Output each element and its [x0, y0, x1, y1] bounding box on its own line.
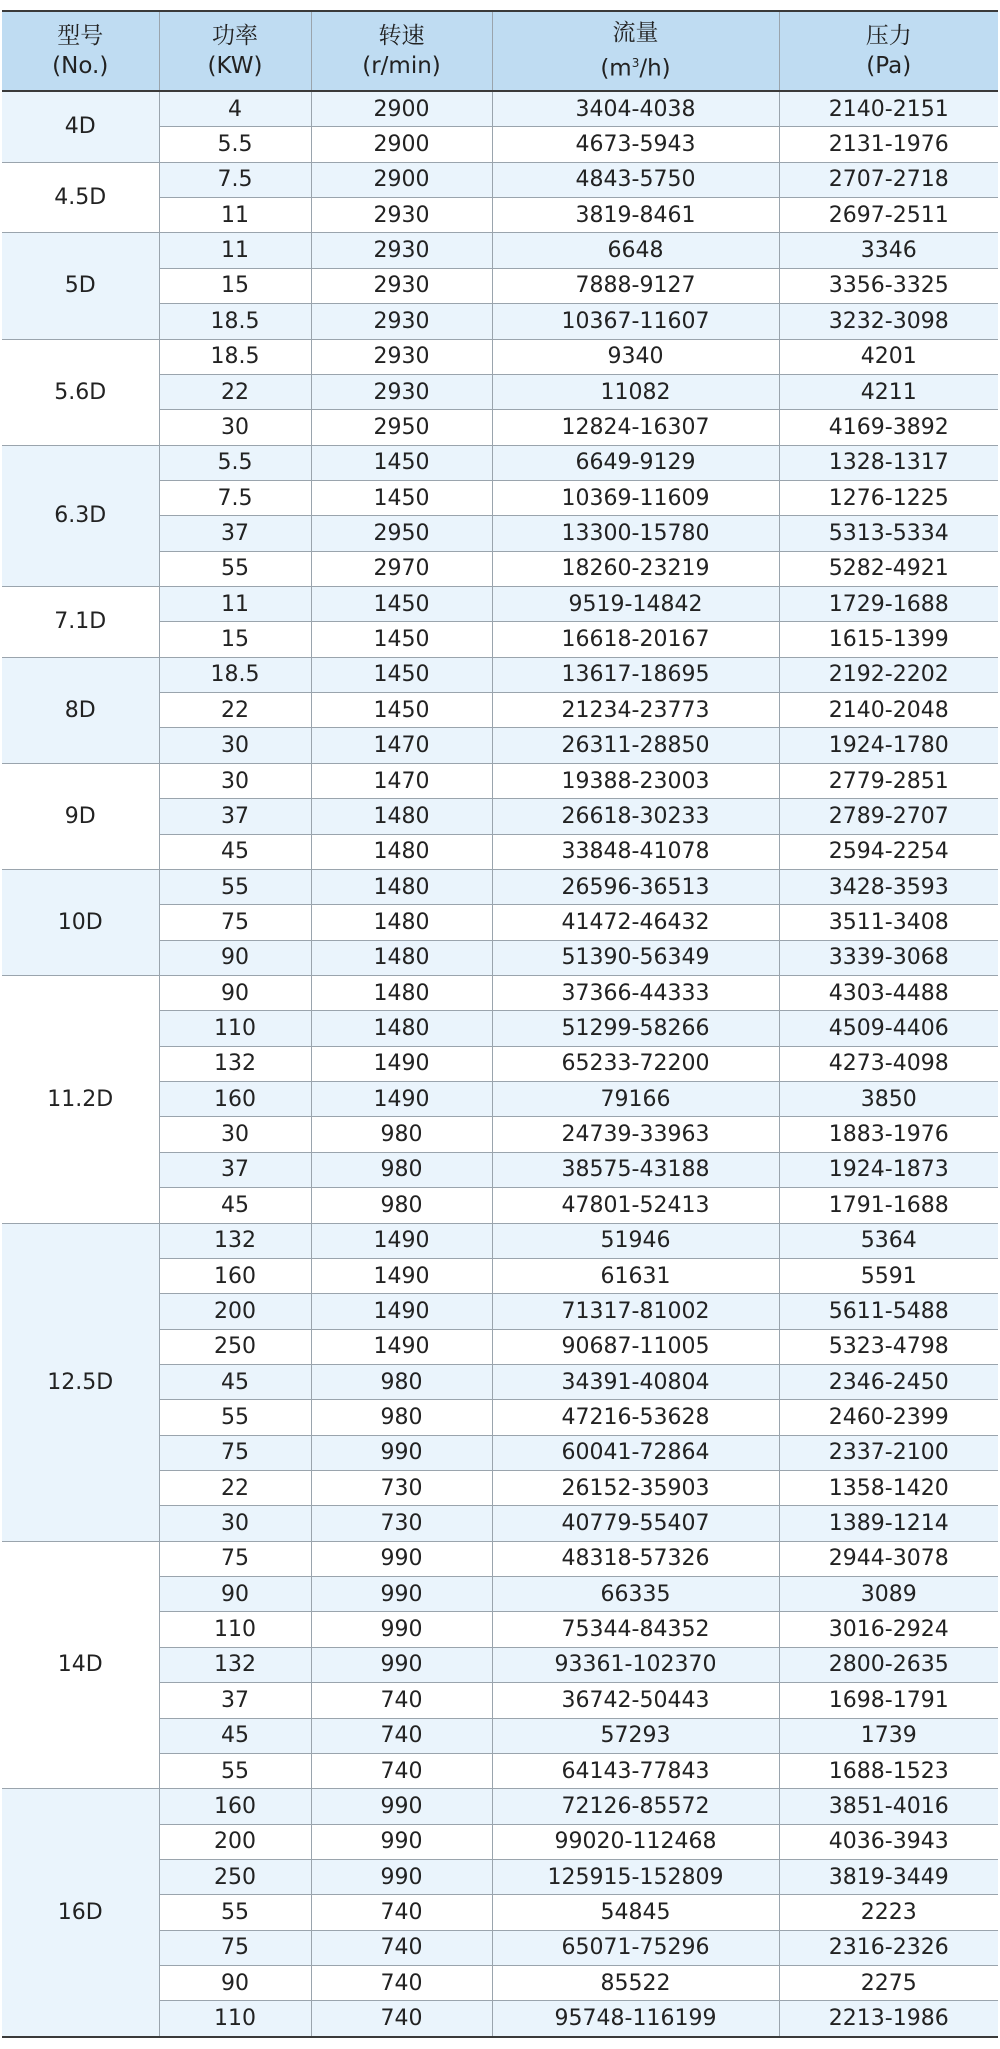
- pressure-cell: 2131-1976: [779, 127, 998, 162]
- pressure-cell: 2779-2851: [779, 763, 998, 798]
- speed-cell: 1450: [311, 445, 492, 480]
- speed-cell: 1490: [311, 1223, 492, 1258]
- pressure-cell: 1328-1317: [779, 445, 998, 480]
- flow-cell: 33848-41078: [492, 834, 779, 869]
- model-cell: 7.1D: [2, 587, 159, 658]
- pressure-cell: 2213-1986: [779, 2001, 998, 2037]
- flow-cell: 125915-152809: [492, 1859, 779, 1894]
- speed-cell: 2930: [311, 374, 492, 409]
- power-cell: 18.5: [159, 657, 311, 692]
- speed-cell: 2900: [311, 162, 492, 197]
- pressure-cell: 2316-2326: [779, 1930, 998, 1965]
- power-cell: 18.5: [159, 304, 311, 339]
- flow-cell: 36742-50443: [492, 1683, 779, 1718]
- power-cell: 37: [159, 799, 311, 834]
- speed-cell: 1480: [311, 869, 492, 904]
- power-cell: 75: [159, 1541, 311, 1576]
- speed-cell: 1480: [311, 975, 492, 1010]
- flow-cell: 60041-72864: [492, 1435, 779, 1470]
- power-cell: 22: [159, 1471, 311, 1506]
- flow-cell: 51946: [492, 1223, 779, 1258]
- flow-cell: 6649-9129: [492, 445, 779, 480]
- pressure-cell: 2707-2718: [779, 162, 998, 197]
- flow-cell: 16618-20167: [492, 622, 779, 657]
- power-cell: 75: [159, 905, 311, 940]
- speed-cell: 980: [311, 1364, 492, 1399]
- power-cell: 160: [159, 1082, 311, 1117]
- speed-cell: 1480: [311, 799, 492, 834]
- speed-cell: 740: [311, 1718, 492, 1753]
- pressure-cell: 3356-3325: [779, 268, 998, 303]
- flow-cell: 90687-11005: [492, 1329, 779, 1364]
- speed-cell: 990: [311, 1435, 492, 1470]
- flow-cell: 13300-15780: [492, 516, 779, 551]
- speed-cell: 980: [311, 1152, 492, 1187]
- fan-spec-table: [2, 10, 998, 2038]
- flow-cell: 7888-9127: [492, 268, 779, 303]
- power-cell: 30: [159, 1117, 311, 1152]
- speed-cell: 1480: [311, 1011, 492, 1046]
- table-row: [2, 233, 998, 268]
- flow-cell: 41472-46432: [492, 905, 779, 940]
- model-cell: 4D: [2, 91, 159, 162]
- model-cell: 11.2D: [2, 975, 159, 1223]
- power-cell: 11: [159, 587, 311, 622]
- flow-cell: 26152-35903: [492, 1471, 779, 1506]
- speed-cell: 2950: [311, 410, 492, 445]
- speed-cell: 990: [311, 1612, 492, 1647]
- pressure-cell: 1276-1225: [779, 480, 998, 515]
- speed-cell: 2970: [311, 551, 492, 586]
- pressure-cell: 2800-2635: [779, 1647, 998, 1682]
- table-row: [2, 657, 998, 692]
- power-cell: 132: [159, 1046, 311, 1081]
- power-cell: 15: [159, 622, 311, 657]
- pressure-cell: 5611-5488: [779, 1294, 998, 1329]
- flow-cell: 26618-30233: [492, 799, 779, 834]
- power-cell: 30: [159, 410, 311, 445]
- speed-cell: 740: [311, 1930, 492, 1965]
- pressure-cell: 3428-3593: [779, 869, 998, 904]
- power-cell: 90: [159, 1577, 311, 1612]
- flow-cell: 95748-116199: [492, 2001, 779, 2037]
- flow-cell: 13617-18695: [492, 657, 779, 692]
- speed-cell: 2930: [311, 198, 492, 233]
- speed-cell: 2900: [311, 91, 492, 127]
- flow-cell: 51390-56349: [492, 940, 779, 975]
- flow-cell: 57293: [492, 1718, 779, 1753]
- speed-cell: 1480: [311, 940, 492, 975]
- model-cell: 14D: [2, 1541, 159, 1789]
- flow-cell: 47801-52413: [492, 1188, 779, 1223]
- pressure-cell: 2594-2254: [779, 834, 998, 869]
- pressure-cell: 1358-1420: [779, 1471, 998, 1506]
- power-cell: 55: [159, 551, 311, 586]
- header-power: 功率 (KW): [159, 11, 311, 91]
- pressure-cell: 5313-5334: [779, 516, 998, 551]
- flow-cell: 10367-11607: [492, 304, 779, 339]
- flow-cell: 9519-14842: [492, 587, 779, 622]
- flow-cell: 47216-53628: [492, 1400, 779, 1435]
- flow-cell: 85522: [492, 1966, 779, 2001]
- power-cell: 30: [159, 763, 311, 798]
- pressure-cell: 2460-2399: [779, 1400, 998, 1435]
- flow-cell: 26311-28850: [492, 728, 779, 763]
- speed-cell: 1490: [311, 1329, 492, 1364]
- power-cell: 37: [159, 1152, 311, 1187]
- speed-cell: 990: [311, 1859, 492, 1894]
- power-cell: 55: [159, 869, 311, 904]
- flow-cell: 65071-75296: [492, 1930, 779, 1965]
- pressure-cell: 5282-4921: [779, 551, 998, 586]
- pressure-cell: 3232-3098: [779, 304, 998, 339]
- pressure-cell: 1791-1688: [779, 1188, 998, 1223]
- pressure-cell: 1389-1214: [779, 1506, 998, 1541]
- pressure-cell: 3850: [779, 1082, 998, 1117]
- table-body: [2, 91, 998, 2037]
- speed-cell: 980: [311, 1117, 492, 1152]
- speed-cell: 2930: [311, 304, 492, 339]
- flow-cell: 19388-23003: [492, 763, 779, 798]
- model-cell: 8D: [2, 657, 159, 763]
- flow-cell: 75344-84352: [492, 1612, 779, 1647]
- power-cell: 37: [159, 516, 311, 551]
- speed-cell: 1490: [311, 1046, 492, 1081]
- speed-cell: 1450: [311, 657, 492, 692]
- power-cell: 30: [159, 1506, 311, 1541]
- table-row: [2, 1789, 998, 1824]
- pressure-cell: 1924-1780: [779, 728, 998, 763]
- speed-cell: 980: [311, 1400, 492, 1435]
- pressure-cell: 3346: [779, 233, 998, 268]
- power-cell: 45: [159, 1188, 311, 1223]
- pressure-cell: 5364: [779, 1223, 998, 1258]
- power-cell: 90: [159, 1966, 311, 2001]
- pressure-cell: 2192-2202: [779, 657, 998, 692]
- flow-cell: 54845: [492, 1895, 779, 1930]
- pressure-cell: 1924-1873: [779, 1152, 998, 1187]
- speed-cell: 990: [311, 1541, 492, 1576]
- power-cell: 200: [159, 1824, 311, 1859]
- speed-cell: 740: [311, 2001, 492, 2037]
- power-cell: 110: [159, 1011, 311, 1046]
- power-cell: 110: [159, 2001, 311, 2037]
- pressure-cell: 5591: [779, 1258, 998, 1293]
- power-cell: 250: [159, 1329, 311, 1364]
- speed-cell: 1450: [311, 480, 492, 515]
- pressure-cell: 2140-2151: [779, 91, 998, 127]
- flow-cell: 3404-4038: [492, 91, 779, 127]
- speed-cell: 990: [311, 1577, 492, 1612]
- flow-cell: 12824-16307: [492, 410, 779, 445]
- table-row: [2, 445, 998, 480]
- power-cell: 45: [159, 1364, 311, 1399]
- power-cell: 75: [159, 1930, 311, 1965]
- pressure-cell: 3089: [779, 1577, 998, 1612]
- power-cell: 160: [159, 1258, 311, 1293]
- power-cell: 4: [159, 91, 311, 127]
- pressure-cell: 4211: [779, 374, 998, 409]
- flow-cell: 37366-44333: [492, 975, 779, 1010]
- speed-cell: 990: [311, 1647, 492, 1682]
- pressure-cell: 4169-3892: [779, 410, 998, 445]
- power-cell: 132: [159, 1223, 311, 1258]
- pressure-cell: 3016-2924: [779, 1612, 998, 1647]
- pressure-cell: 3511-3408: [779, 905, 998, 940]
- power-cell: 5.5: [159, 127, 311, 162]
- flow-cell: 40779-55407: [492, 1506, 779, 1541]
- pressure-cell: 4303-4488: [779, 975, 998, 1010]
- pressure-cell: 2223: [779, 1895, 998, 1930]
- flow-cell: 66335: [492, 1577, 779, 1612]
- flow-cell: 10369-11609: [492, 480, 779, 515]
- power-cell: 132: [159, 1647, 311, 1682]
- speed-cell: 1490: [311, 1082, 492, 1117]
- speed-cell: 730: [311, 1506, 492, 1541]
- speed-cell: 1490: [311, 1258, 492, 1293]
- speed-cell: 1450: [311, 587, 492, 622]
- model-cell: 12.5D: [2, 1223, 159, 1541]
- model-cell: 5D: [2, 233, 159, 339]
- flow-cell: 79166: [492, 1082, 779, 1117]
- power-cell: 250: [159, 1859, 311, 1894]
- model-cell: 5.6D: [2, 339, 159, 445]
- speed-cell: 2950: [311, 516, 492, 551]
- flow-cell: 9340: [492, 339, 779, 374]
- power-cell: 18.5: [159, 339, 311, 374]
- speed-cell: 1490: [311, 1294, 492, 1329]
- pressure-cell: 2944-3078: [779, 1541, 998, 1576]
- pressure-cell: 2789-2707: [779, 799, 998, 834]
- pressure-cell: 2337-2100: [779, 1435, 998, 1470]
- speed-cell: 2930: [311, 339, 492, 374]
- pressure-cell: 4509-4406: [779, 1011, 998, 1046]
- speed-cell: 740: [311, 1683, 492, 1718]
- flow-cell: 64143-77843: [492, 1753, 779, 1788]
- speed-cell: 1470: [311, 763, 492, 798]
- header-model: 型号 (No.): [2, 11, 159, 91]
- table-row: [2, 162, 998, 197]
- table-row: [2, 975, 998, 1010]
- flow-cell: 24739-33963: [492, 1117, 779, 1152]
- power-cell: 200: [159, 1294, 311, 1329]
- power-cell: 22: [159, 693, 311, 728]
- model-cell: 10D: [2, 869, 159, 975]
- power-cell: 37: [159, 1683, 311, 1718]
- flow-cell: 4843-5750: [492, 162, 779, 197]
- flow-cell: 26596-36513: [492, 869, 779, 904]
- speed-cell: 1450: [311, 622, 492, 657]
- table-row: [2, 339, 998, 374]
- pressure-cell: 1883-1976: [779, 1117, 998, 1152]
- speed-cell: 990: [311, 1824, 492, 1859]
- pressure-cell: 1615-1399: [779, 622, 998, 657]
- table-row: [2, 91, 998, 127]
- flow-cell: 3819-8461: [492, 198, 779, 233]
- flow-cell: 61631: [492, 1258, 779, 1293]
- speed-cell: 1480: [311, 834, 492, 869]
- flow-cell: 6648: [492, 233, 779, 268]
- pressure-cell: 4036-3943: [779, 1824, 998, 1859]
- flow-cell: 93361-102370: [492, 1647, 779, 1682]
- power-cell: 55: [159, 1400, 311, 1435]
- power-cell: 45: [159, 834, 311, 869]
- pressure-cell: 3851-4016: [779, 1789, 998, 1824]
- pressure-cell: 1739: [779, 1718, 998, 1753]
- pressure-cell: 1688-1523: [779, 1753, 998, 1788]
- power-cell: 90: [159, 975, 311, 1010]
- power-cell: 110: [159, 1612, 311, 1647]
- pressure-cell: 4201: [779, 339, 998, 374]
- speed-cell: 740: [311, 1753, 492, 1788]
- speed-cell: 1470: [311, 728, 492, 763]
- model-cell: 9D: [2, 763, 159, 869]
- flow-cell: 11082: [492, 374, 779, 409]
- power-cell: 7.5: [159, 480, 311, 515]
- speed-cell: 2930: [311, 268, 492, 303]
- power-cell: 11: [159, 198, 311, 233]
- power-cell: 5.5: [159, 445, 311, 480]
- flow-cell: 99020-112468: [492, 1824, 779, 1859]
- power-cell: 55: [159, 1753, 311, 1788]
- pressure-cell: 4273-4098: [779, 1046, 998, 1081]
- power-cell: 55: [159, 1895, 311, 1930]
- speed-cell: 2930: [311, 233, 492, 268]
- pressure-cell: 1729-1688: [779, 587, 998, 622]
- header-row: [2, 11, 998, 91]
- table-row: [2, 1541, 998, 1576]
- power-cell: 7.5: [159, 162, 311, 197]
- flow-cell: 72126-85572: [492, 1789, 779, 1824]
- power-cell: 15: [159, 268, 311, 303]
- pressure-cell: 5323-4798: [779, 1329, 998, 1364]
- flow-cell: 48318-57326: [492, 1541, 779, 1576]
- table-row: [2, 1223, 998, 1258]
- table-row: [2, 869, 998, 904]
- flow-cell: 18260-23219: [492, 551, 779, 586]
- flow-cell: 51299-58266: [492, 1011, 779, 1046]
- pressure-cell: 3339-3068: [779, 940, 998, 975]
- pressure-cell: 3819-3449: [779, 1859, 998, 1894]
- speed-cell: 730: [311, 1471, 492, 1506]
- flow-cell: 65233-72200: [492, 1046, 779, 1081]
- speed-cell: 980: [311, 1188, 492, 1223]
- speed-cell: 990: [311, 1789, 492, 1824]
- speed-cell: 740: [311, 1966, 492, 2001]
- pressure-cell: 2140-2048: [779, 693, 998, 728]
- flow-cell: 21234-23773: [492, 693, 779, 728]
- speed-cell: 2900: [311, 127, 492, 162]
- header-flow: 流量 $(m^3/h)$: [492, 11, 779, 91]
- power-cell: 45: [159, 1718, 311, 1753]
- table-row: [2, 587, 998, 622]
- model-cell: 6.3D: [2, 445, 159, 586]
- model-cell: 4.5D: [2, 162, 159, 233]
- speed-cell: 1450: [311, 693, 492, 728]
- model-cell: 16D: [2, 1789, 159, 2037]
- flow-cell: 38575-43188: [492, 1152, 779, 1187]
- header-speed: 转速 (r/min): [311, 11, 492, 91]
- power-cell: 75: [159, 1435, 311, 1470]
- power-cell: 30: [159, 728, 311, 763]
- power-cell: 160: [159, 1789, 311, 1824]
- power-cell: 90: [159, 940, 311, 975]
- table-row: [2, 763, 998, 798]
- header-pressure: 压力 (Pa): [779, 11, 998, 91]
- pressure-cell: 2275: [779, 1966, 998, 2001]
- power-cell: 22: [159, 374, 311, 409]
- pressure-cell: 1698-1791: [779, 1683, 998, 1718]
- power-cell: 11: [159, 233, 311, 268]
- flow-cell: 71317-81002: [492, 1294, 779, 1329]
- pressure-cell: 2697-2511: [779, 198, 998, 233]
- speed-cell: 740: [311, 1895, 492, 1930]
- pressure-cell: 2346-2450: [779, 1364, 998, 1399]
- speed-cell: 1480: [311, 905, 492, 940]
- flow-cell: 34391-40804: [492, 1364, 779, 1399]
- flow-cell: 4673-5943: [492, 127, 779, 162]
